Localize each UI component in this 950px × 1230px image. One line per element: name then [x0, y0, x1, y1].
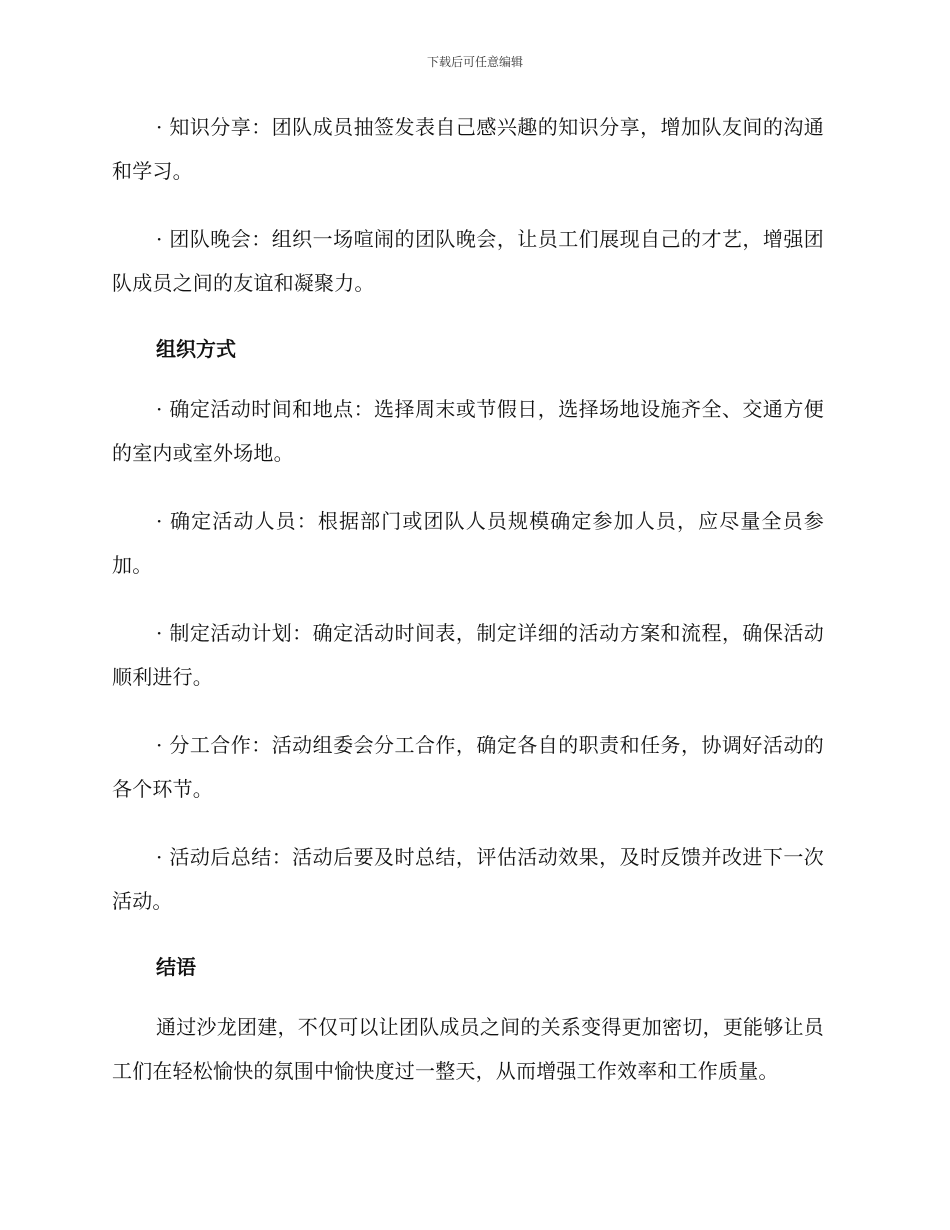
bullet-team-party: · 团队晚会：组织一场喧闹的团队晚会，让员工们展现自己的才艺，增强团队成员之间的友谊和凝聚力。 — [112, 227, 824, 295]
section-heading-conclusion: 结语 — [156, 955, 196, 979]
bullet-post-activity-summary: · 活动后总结：活动后要及时总结，评估活动效果，及时反馈并改进下一次活动。 — [112, 845, 824, 913]
document-content — [112, 105, 824, 1117]
section-heading-organization: 组织方式 — [156, 337, 236, 361]
bullet-time-location: · 确定活动时间和地点：选择周末或节假日，选择场地设施齐全、交通方便的室内或室外场地。 — [112, 397, 824, 465]
bullet-division-of-labor: · 分工合作：活动组委会分工合作，确定各自的职责和任务，协调好活动的各个环节。 — [112, 733, 824, 801]
conclusion-paragraph: 通过沙龙团建，不仅可以让团队成员之间的关系变得更加密切，更能够让员工们在轻松愉快的氛围中愉快度过一整天，从而增强工作效率和工作质量。 — [112, 1015, 824, 1083]
header-note: 下载后可任意编辑 — [426, 55, 523, 69]
bullet-knowledge-sharing: · 知识分享：团队成员抽签发表自己感兴趣的知识分享，增加队友间的沟通和学习。 — [112, 115, 824, 183]
bullet-participants: · 确定活动人员：根据部门或团队人员规模确定参加人员，应尽量全员参加。 — [112, 509, 824, 577]
bullet-activity-plan: · 制定活动计划：确定活动时间表，制定详细的活动方案和流程，确保活动顺利进行。 — [112, 621, 824, 689]
